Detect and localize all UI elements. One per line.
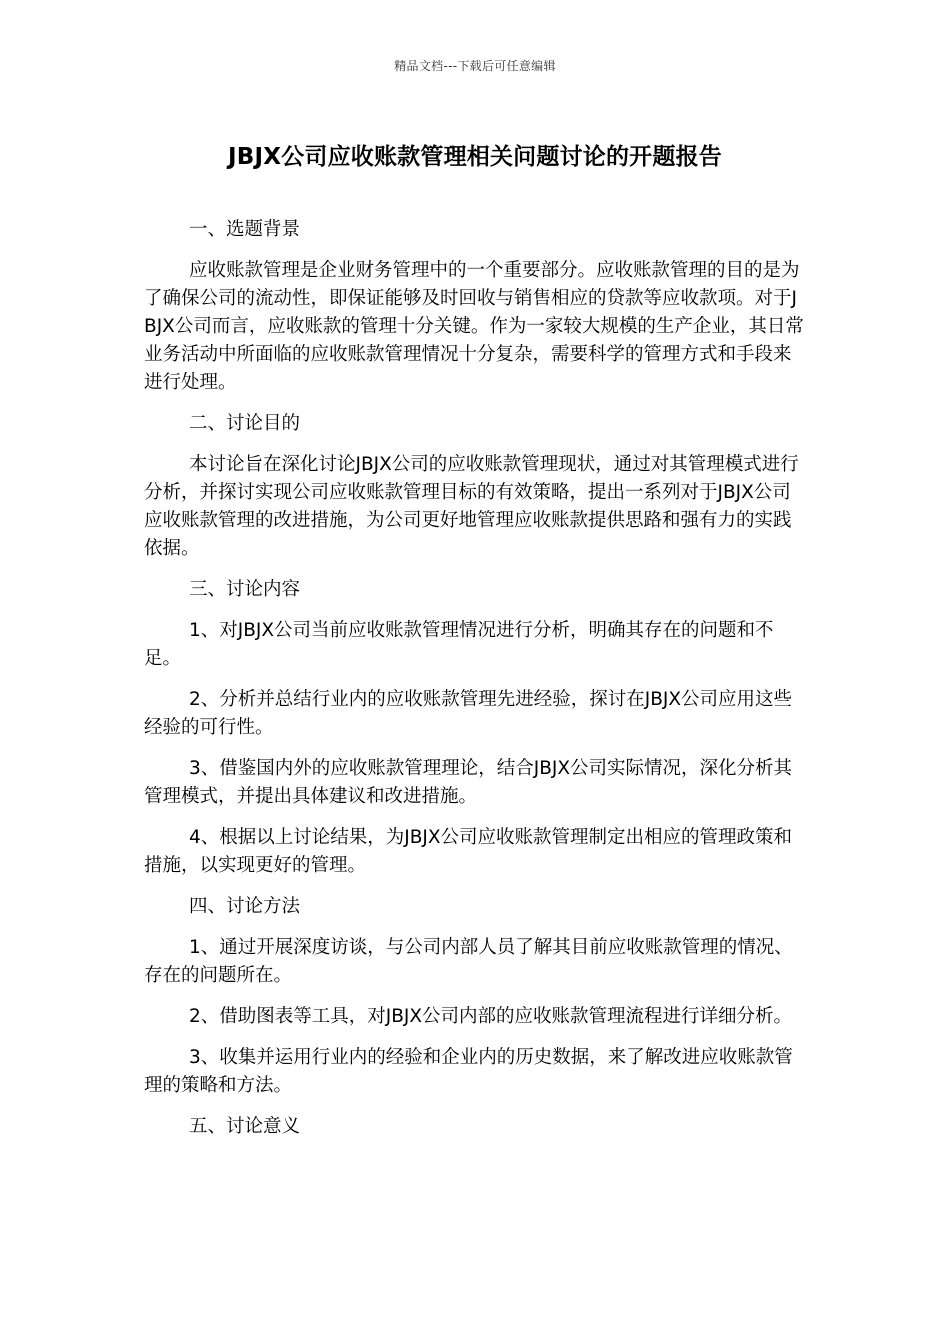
list-item-paragraph: 4、根据以上讨论结果，为JBJX公司应收账款管理制定出相应的管理政策和措施，以实现更好的管理。 bbox=[144, 827, 793, 876]
list-item-paragraph: 2、分析并总结行业内的应收账款管理先进经验，探讨在JBJX公司应用这些经验的可行性。 bbox=[144, 689, 793, 738]
list-item-paragraph: 3、借鉴国内外的应收账款管理理论，结合JBJX公司实际情况，深化分析其管理模式，并提出具体建议和改进措施。 bbox=[144, 758, 793, 807]
section-heading: 二、讨论目的 bbox=[189, 413, 301, 434]
body-paragraph: 应收账款管理是企业财务管理中的一个重要部分。应收账款管理的目的是为了确保公司的流动性，即保证能够及时回收与销售相应的贷款等应收款项。对于JBJX公司而言，应收账款的管理十分关键。作为一家较大规模的生产企业，其日常业务活动中所面临的应收账款管理情况十分复杂，需要科学的管理方式和手段来进行处理。 bbox=[144, 260, 804, 393]
document-title: JBJX公司应收账款管理相关问题讨论的开题报告 bbox=[228, 144, 722, 170]
body-paragraph: 本讨论旨在深化讨论JBJX公司的应收账款管理现状，通过对其管理模式进行分析，并探讨实现公司应收账款管理目标的有效策略，提出一系列对于JBJX公司应收账款管理的改进措施，为公司更好地管理应收账款提供思路和强有力的实践依据。 bbox=[144, 454, 799, 559]
section-heading: 五、讨论意义 bbox=[189, 1116, 301, 1137]
list-item-paragraph: 3、收集并运用行业内的经验和企业内的历史数据，来了解改进应收账款管理的策略和方法。 bbox=[144, 1047, 793, 1096]
list-item-paragraph: 1、对JBJX公司当前应收账款管理情况进行分析，明确其存在的问题和不足。 bbox=[144, 620, 774, 669]
section-heading: 三、讨论内容 bbox=[189, 579, 301, 600]
page-header: 精品文档---下载后可任意编辑 bbox=[394, 59, 556, 73]
list-item-paragraph: 1、通过开展深度访谈，与公司内部人员了解其目前应收账款管理的情况、存在的问题所在。 bbox=[144, 937, 793, 986]
document-body bbox=[144, 216, 806, 1154]
list-item-paragraph: 2、借助图表等工具，对JBJX公司内部的应收账款管理流程进行详细分析。 bbox=[189, 1006, 793, 1027]
section-heading: 一、选题背景 bbox=[189, 219, 301, 240]
section-heading: 四、讨论方法 bbox=[189, 896, 301, 917]
